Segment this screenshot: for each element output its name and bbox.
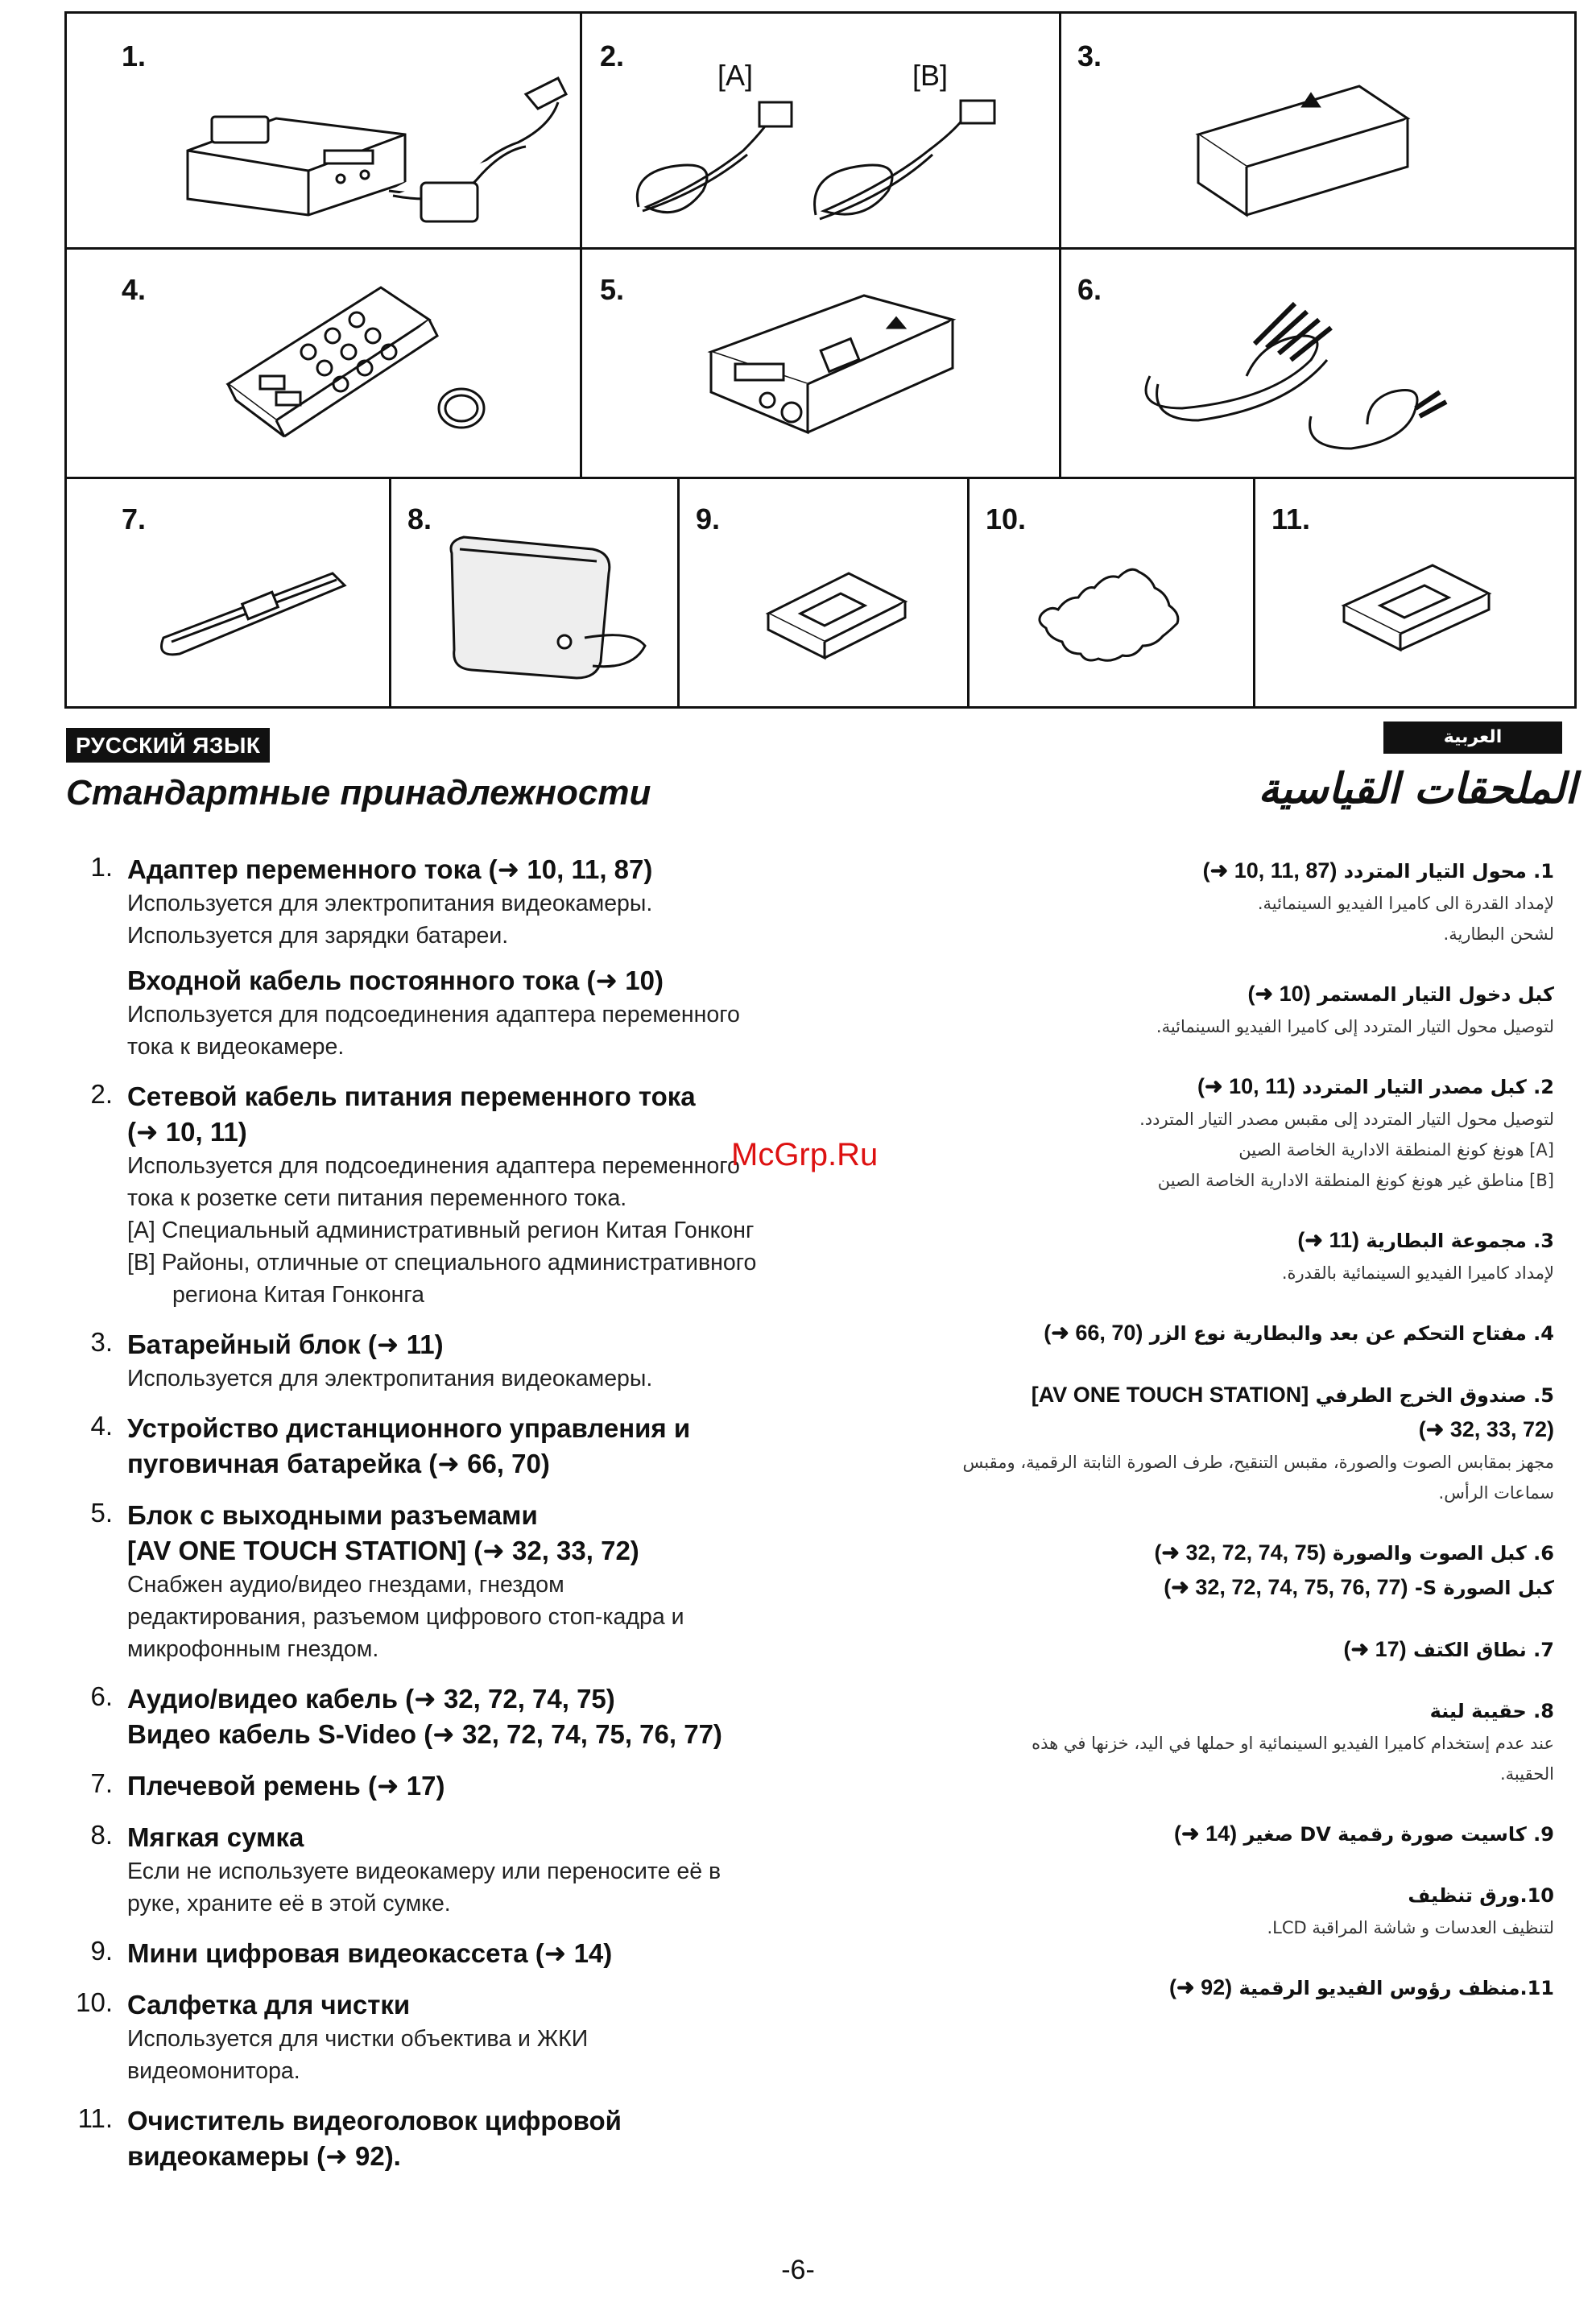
watermark[interactable]: McGrp.Ru: [731, 1137, 879, 1172]
item-heading: [918, 1316, 1554, 1350]
page-number: -6-: [781, 2255, 815, 2285]
item-page-ref: (➜ 32, 72, 74, 75): [1154, 1540, 1326, 1565]
item-heading: [918, 1632, 1554, 1667]
item-text: Используется для электропитания видеокамеры.: [127, 1366, 653, 1391]
item-page-ref: (➜ 32, 72, 74, 75, 76, 77): [1164, 1575, 1408, 1599]
item-page-ref: (➜ 92): [1168, 1975, 1233, 1999]
item-heading: Устройство дистанционного управления и: [127, 1413, 691, 1443]
ar-item-4: [918, 1316, 1554, 1350]
item-heading-cont: (➜ 10, 11): [127, 1117, 247, 1147]
ar-item-9: [918, 1817, 1554, 1851]
item-text: редактирования, разъемом цифрового стоп-кадра и: [127, 1604, 684, 1630]
label-b: [B]: [912, 59, 949, 92]
item-text: [B] مناطق غير هونغ كونغ المنطقة الادارية الخاصة الصين: [1157, 1171, 1554, 1190]
cell-number: 7.: [122, 502, 147, 535]
grid-cell-2: [582, 14, 1061, 247]
cell-number: 10.: [986, 502, 1027, 535]
item-heading-text: كبل الصورة S-: [1414, 1577, 1554, 1599]
ar-item-3: [918, 1223, 1554, 1288]
cell-number: 3.: [1077, 39, 1102, 72]
ru-item-7: [64, 1768, 837, 1804]
arabic-language-badge: العربية: [1383, 721, 1562, 754]
cell-number: 4.: [122, 273, 147, 306]
item-heading: Мягкая сумка: [127, 1822, 304, 1852]
arabic-accessory-list: [918, 854, 1554, 2032]
ar-item-7: [918, 1632, 1554, 1667]
item-heading: Мини цифровая видеокассета (➜ 14): [127, 1938, 613, 1968]
ru-item-6: [64, 1681, 837, 1752]
label-a: [A]: [717, 59, 754, 92]
ar-item-2: [918, 1069, 1554, 1196]
item-heading-text: كبل دخول التيار المستمر: [1317, 983, 1554, 1006]
item-subtext-a: [A] Специальный административный регион Китая Гонконг: [127, 1218, 755, 1243]
av-one-touch-station-illustration: [582, 247, 1061, 477]
grid-cell-10: [970, 477, 1255, 706]
item-text: سماعات الرأس.: [1438, 1483, 1554, 1503]
item-heading-text: 3. مجموعة البطارية: [1366, 1230, 1554, 1252]
item-text: لتوصيل محول التيار المتردد إلى كاميرا الفيديو السينمائية.: [1156, 1017, 1554, 1036]
ru-item-10: [64, 1987, 837, 2087]
ar-item-10: [918, 1879, 1554, 1943]
ar-item-11: [918, 1970, 1554, 2005]
cell-number: 2.: [600, 39, 625, 72]
item-heading: 8. حقيبة لينة: [1429, 1700, 1554, 1722]
item-text: الحقيبة.: [1499, 1764, 1554, 1784]
cell-number: 11.: [1271, 502, 1311, 535]
item-subtext-b: [B] Районы, отличные от специального административного региона Китая Гонконга: [127, 1250, 757, 1308]
item-text: لتوصيل محول التيار المتردد إلى مقبس مصدر التيار المتردد.: [1139, 1110, 1554, 1129]
ar-item-6: [918, 1536, 1554, 1605]
item-page-ref: (➜ 14): [1173, 1821, 1238, 1846]
item-text: لإمداد القدرة الى كاميرا الفيديو السينمائية.: [1257, 894, 1554, 913]
item-number: 10.: [76, 1987, 113, 2017]
item-heading-cont: видеокамеры (➜ 92).: [127, 2141, 401, 2171]
item-number: 4.: [90, 1411, 113, 1441]
item-text: Используется для зарядки батареи.: [127, 923, 509, 949]
item-page-ref: (➜ 66, 70): [1044, 1321, 1143, 1345]
item-heading: Очиститель видеоголовок цифровой: [127, 2106, 622, 2136]
accessory-grid: [64, 11, 1577, 709]
ar-item-5: [918, 1378, 1554, 1508]
item-text: видеомонитора.: [127, 2058, 300, 2084]
grid-cell-11: [1255, 477, 1574, 706]
soft-case-illustration: [391, 477, 680, 706]
cleaning-cloth-illustration: [970, 477, 1255, 706]
grid-cell-6: [1061, 247, 1574, 477]
shoulder-strap-illustration: [67, 477, 391, 706]
arabic-section-title: الملحقات القياسية: [1258, 765, 1577, 813]
item-number: 6.: [90, 1681, 113, 1711]
item-number: 2.: [90, 1079, 113, 1109]
ac-adapter-illustration: [67, 14, 582, 247]
item-text: Если не используете видеокамеру или переносите её в: [127, 1859, 722, 1884]
item-heading-cont: [918, 1570, 1554, 1605]
item-heading-text: 6. كبل الصوت والصورة: [1333, 1542, 1554, 1565]
item-heading-cont: пуговичная батарейка (➜ 66, 70): [127, 1449, 550, 1478]
item-heading: [918, 1378, 1554, 1412]
ru-item-11: [64, 2103, 837, 2174]
russian-accessory-list: [64, 852, 837, 2190]
ru-item-4: [64, 1411, 837, 1482]
item-text: Используется для подсоединения адаптера переменного: [127, 1002, 740, 1027]
item-text: لتنظيف العدسات و شاشة المراقبة LCD.: [1267, 1918, 1554, 1937]
item-heading: Аудио/видео кабель (➜ 32, 72, 74, 75): [127, 1684, 615, 1714]
item-heading-text: 4. مفتاح التحكم عن بعد والبطارية نوع الزر: [1149, 1322, 1554, 1345]
mini-dv-cassette-illustration: [680, 477, 970, 706]
ar-item-1b: [918, 977, 1554, 1042]
item-heading-text: 1. محول التيار المتردد: [1343, 860, 1554, 883]
av-cables-illustration: [1061, 247, 1574, 477]
item-page-ref: (➜ 10): [1247, 982, 1311, 1006]
item-text: Снабжен аудио/видео гнездами, гнездом: [127, 1572, 564, 1598]
ar-item-1: [918, 854, 1554, 949]
item-heading-text: 5. صندوق الخرج الطرفي: [1315, 1384, 1554, 1407]
item-page-ref: (➜ 11): [1297, 1228, 1360, 1252]
russian-language-badge: РУССКИЙ ЯЗЫК: [66, 728, 270, 763]
battery-pack-illustration: [1061, 14, 1574, 247]
cell-number: 9.: [696, 502, 721, 535]
item-heading: [918, 854, 1554, 888]
cell-number: 6.: [1077, 273, 1102, 306]
item-heading-text: 11.منظف رؤوس الفيديو الرقمية: [1238, 1977, 1554, 1999]
grid-cell-4: [67, 247, 582, 477]
item-heading: [918, 1970, 1554, 2005]
russian-section-title: Стандартные принадлежности: [66, 773, 651, 812]
remote-control-illustration: [67, 247, 582, 477]
cell-number: 8.: [407, 502, 432, 535]
item-text: عند عدم إستخدام كاميرا الفيديو السينمائية او حملها في اليد، خزنها في هذه: [1032, 1734, 1554, 1753]
item-text: тока к видеокамере.: [127, 1034, 345, 1060]
item-heading: Входной кабель постоянного тока (➜ 10): [127, 965, 664, 995]
item-heading: [918, 1817, 1554, 1851]
item-text: микрофонным гнездом.: [127, 1636, 379, 1662]
ru-item-9: [64, 1936, 837, 1971]
item-heading-text: 9. كاسيت صورة رقمية DV صغير: [1243, 1823, 1554, 1846]
item-text: لشحن البطارية.: [1443, 924, 1554, 944]
item-english-name: [AV ONE TOUCH STATION]: [1031, 1383, 1309, 1407]
item-heading: Плечевой ремень (➜ 17): [127, 1771, 445, 1801]
item-page-ref: (➜ 17): [1343, 1637, 1407, 1661]
ru-item-3: [64, 1327, 837, 1395]
item-text: Используется для чистки объектива и ЖКИ: [127, 2026, 589, 2052]
item-heading-text: 7. نطاق الكتف: [1413, 1639, 1554, 1661]
item-heading: [918, 1069, 1554, 1104]
item-heading-cont: [AV ONE TOUCH STATION] (➜ 32, 33, 72): [127, 1536, 639, 1565]
grid-cell-1: [67, 14, 582, 247]
item-heading: Салфетка для чистки: [127, 1990, 411, 2020]
ar-item-8: [918, 1694, 1554, 1789]
item-heading: Адаптер переменного тока (➜ 10, 11, 87): [127, 854, 653, 884]
item-number: 11.: [77, 2103, 113, 2133]
item-page-ref: (➜ 10, 11): [1197, 1074, 1296, 1098]
grid-cell-3: [1061, 14, 1574, 247]
cell-number: 5.: [600, 273, 625, 306]
item-heading: 10.ورق تنظيف: [1408, 1884, 1554, 1907]
item-text: [A] هونغ كونغ المنطقة الادارية الخاصة الصين: [1238, 1140, 1554, 1160]
ru-item-2: [64, 1079, 837, 1311]
item-page-ref: (➜ 32, 33, 72): [1418, 1417, 1554, 1441]
item-heading-cont: [918, 1412, 1554, 1447]
item-number: 9.: [90, 1936, 113, 1966]
item-text: Используется для подсоединения адаптера переменного: [127, 1153, 740, 1179]
item-number: 8.: [90, 1820, 113, 1850]
ru-item-1: [64, 852, 837, 1063]
item-heading: [918, 1223, 1554, 1258]
grid-cell-7: [67, 477, 391, 706]
item-heading: Сетевой кабель питания переменного тока: [127, 1081, 696, 1111]
item-text: مجهز بمقابس الصوت والصورة، مقبس التنقيح، طرف الصورة الثابتة الرقمية، ومقبس: [962, 1453, 1554, 1472]
item-text: لإمداد كاميرا الفيديو السينمائية بالقدرة.: [1281, 1263, 1554, 1283]
item-number: 7.: [90, 1768, 113, 1798]
item-number: 5.: [90, 1498, 113, 1528]
ru-item-5: [64, 1498, 837, 1665]
head-cleaner-cassette-illustration: [1255, 477, 1574, 706]
item-heading-cont: Видео кабель S-Video (➜ 32, 72, 74, 75, 76, 77): [127, 1719, 722, 1749]
grid-cell-9: [680, 477, 970, 706]
item-text: руке, храните её в этой сумке.: [127, 1891, 451, 1916]
item-text: Используется для электропитания видеокамеры.: [127, 891, 653, 916]
item-heading: Батарейный блок (➜ 11): [127, 1329, 444, 1359]
item-number: 3.: [90, 1327, 113, 1357]
grid-cell-8: [391, 477, 680, 706]
power-cords-illustration: [582, 14, 1061, 247]
item-number: 1.: [90, 852, 113, 882]
grid-cell-5: [582, 247, 1061, 477]
item-heading: [918, 977, 1554, 1011]
ru-item-8: [64, 1820, 837, 1920]
item-page-ref: (➜ 10, 11, 87): [1202, 858, 1338, 883]
item-heading: Блок с выходными разъемами: [127, 1500, 538, 1530]
cell-number: 1.: [122, 39, 147, 72]
item-heading: [918, 1536, 1554, 1570]
item-heading-text: 2. كبل مصدر التيار المتردد: [1302, 1076, 1554, 1098]
item-text: тока к розетке сети питания переменного тока.: [127, 1185, 627, 1211]
